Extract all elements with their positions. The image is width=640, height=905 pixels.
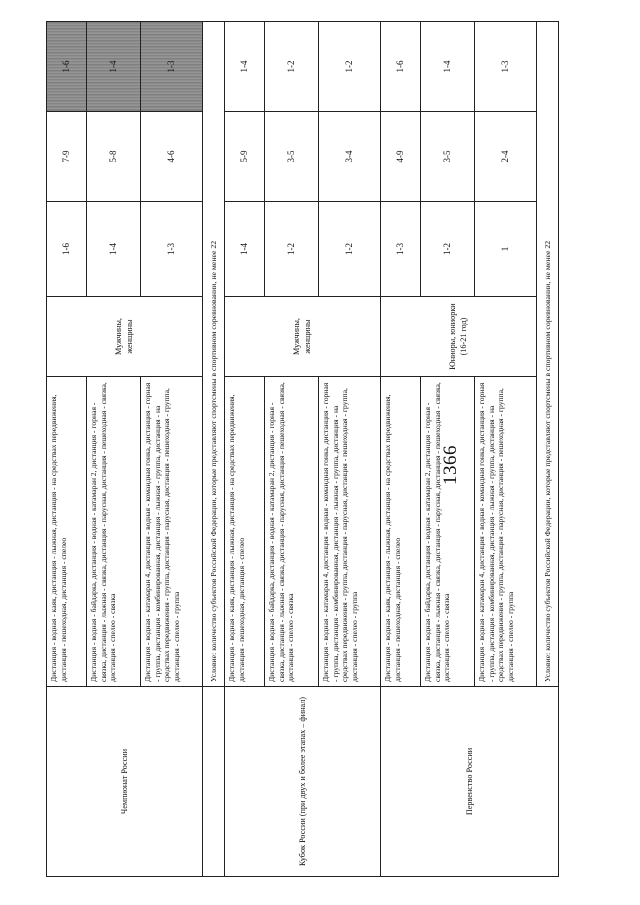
disciplines-cell: Дистанция - водная - байдарка, дистанция - водная - катамаран 2, дистанция - горная - связка, дистанция - лыжная - связка, дистанция - парусная, дистанция - пешеходная - связка, дистанция - спелео - связка xyxy=(421,377,475,687)
place-cell: 1-4 xyxy=(421,22,475,112)
place-cell: 1-6 xyxy=(47,22,87,112)
classification-table xyxy=(46,21,559,877)
disciplines-cell: Дистанция - водная - каяк, дистанция - лыжная, дистанция - на средствах передвижения, дистанция - пешеходная, дистанция - спелео xyxy=(381,377,421,687)
disciplines-cell: Дистанция - водная - каяк, дистанция - лыжная, дистанция - на средствах передвижения, дистанция - пешеходная, дистанция - спелео xyxy=(47,377,87,687)
condition-text: Условие: количество субъектов Российской Федерации, которые представляют спортсмены в спортивном соревновании, не менее 22 xyxy=(203,22,225,687)
place-cell: 3-4 xyxy=(319,112,381,202)
disciplines-cell: Дистанция - водная - катамаран 4, дистанция - водная - командная гонка, дистанция - горная - группа, дистанция - комбинированная, дистанция - лыжная - группа, дистанция - на средствах передвижения - группа, дистанция - парусная, дистанция - пешеходная - группа, дистанция - спелео - группа xyxy=(319,377,381,687)
group-cell: Мужчины, женщины xyxy=(47,297,203,377)
competition-name: Первенство России xyxy=(381,687,559,877)
disciplines-cell: Дистанция - водная - каяк, дистанция - лыжная, дистанция - на средствах передвижения, дистанция - пешеходная, дистанция - спелео xyxy=(225,377,265,687)
place-cell: 1-2 xyxy=(265,202,319,297)
group-cell: Мужчины, женщины xyxy=(225,297,381,377)
place-cell: 1-2 xyxy=(319,22,381,112)
disciplines-cell: Дистанция - водная - байдарка, дистанция - водная - катамаран 2, дистанция - горная - связка, дистанция - лыжная - связка, дистанция - парусная, дистанция - пешеходная - связка, дистанция - спелео - связка xyxy=(265,377,319,687)
place-cell: 1 xyxy=(475,202,537,297)
place-cell: 1-2 xyxy=(265,22,319,112)
disciplines-cell: Дистанция - водная - катамаран 4, дистанция - водная - командная гонка, дистанция - горная - группа, дистанция - комбинированная, дистанция - лыжная - группа, дистанция - на средствах передвижения - группа, дистанция - парусная, дистанция - пешеходная - группа, дистанция - спелео - группа xyxy=(141,377,203,687)
group-cell: Юниоры, юниорки (16-21 год) xyxy=(381,297,537,377)
place-cell: 1-3 xyxy=(141,22,203,112)
place-cell: 5-9 xyxy=(225,112,265,202)
condition-text: Условие: количество субъектов Российской Федерации, которые представляют спортсмены в спортивном соревновании, не менее 22 xyxy=(537,22,559,687)
table-row xyxy=(381,22,421,877)
table-row xyxy=(203,22,225,877)
competition-name: Кубок России (при двух и более этапах – финал) xyxy=(225,687,381,877)
place-cell: 2-4 xyxy=(475,112,537,202)
place-cell: 7-9 xyxy=(47,112,87,202)
place-cell: 5-8 xyxy=(87,112,141,202)
competition-name: Чемпионат России xyxy=(47,687,203,877)
place-cell: 1-4 xyxy=(225,202,265,297)
place-cell: 1-4 xyxy=(87,202,141,297)
place-cell: 4-9 xyxy=(381,112,421,202)
place-cell: 1-3 xyxy=(141,202,203,297)
place-cell: 3-5 xyxy=(421,112,475,202)
place-cell: 3-5 xyxy=(265,112,319,202)
place-cell: 1-2 xyxy=(421,202,475,297)
place-cell: 1-3 xyxy=(381,202,421,297)
table-row xyxy=(47,22,87,877)
place-cell: 1-4 xyxy=(225,22,265,112)
place-cell: 1-2 xyxy=(319,202,381,297)
disciplines-cell: Дистанция - водная - байдарка, дистанция - водная - катамаран 2, дистанция - горная - связка, дистанция - лыжная - связка, дистанция - парусная, дистанция - пешеходная - связка, дистанция - спелео - связка xyxy=(87,377,141,687)
place-cell: 1-4 xyxy=(87,22,141,112)
disciplines-cell: Дистанция - водная - катамаран 4, дистанция - водная - командная гонка, дистанция - горная - группа, дистанция - комбинированная, дистанция - лыжная - группа, дистанция - на средствах передвижения - группа, дистанция - парусная, дистанция - пешеходная - группа, дистанция - спелео - группа xyxy=(475,377,537,687)
place-cell: 1-3 xyxy=(475,22,537,112)
place-cell: 4-6 xyxy=(141,112,203,202)
place-cell: 1-6 xyxy=(381,22,421,112)
page-number: 1366 xyxy=(440,445,461,485)
table-row xyxy=(225,22,265,877)
place-cell: 1-6 xyxy=(47,202,87,297)
